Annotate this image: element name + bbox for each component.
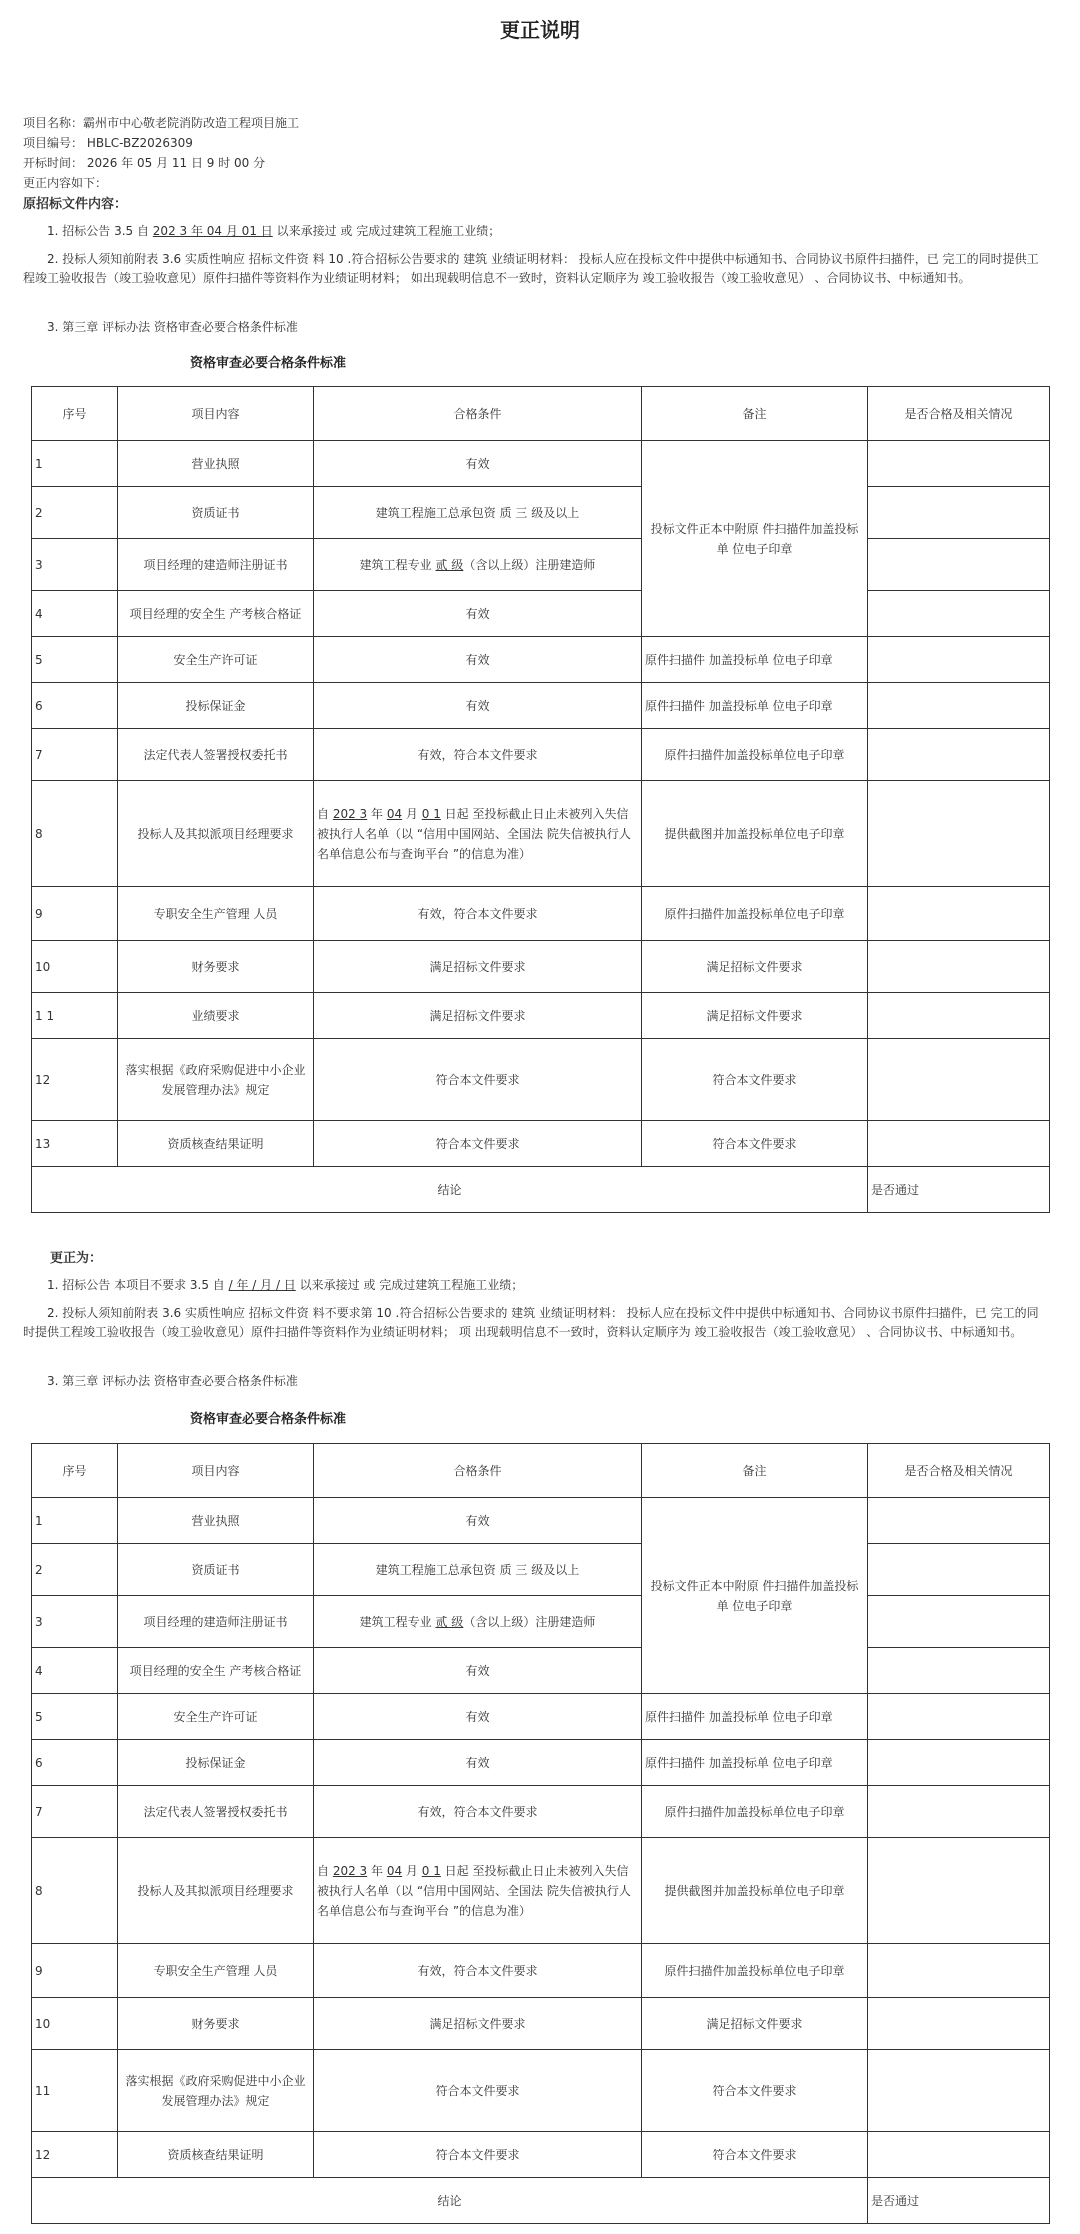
row-number: 6 [32, 1740, 118, 1786]
original-conclusion-row [32, 1167, 1050, 1213]
table-row [32, 1498, 1050, 1544]
original-header-condition: 合格条件 [314, 387, 642, 441]
row-number: 12 [32, 2132, 118, 2178]
row-number: 9 [32, 1944, 118, 1998]
pass-label: 是否通过 [868, 2178, 1050, 2224]
row-condition: 建筑工程施工总承包资 质 三 级及以上 [314, 1544, 642, 1596]
row-item: 专职安全生产管理 人员 [118, 1944, 314, 1998]
corrected-item-1-text-a: 1. 招标公告 本项目不要求 3.5 自 [47, 1278, 229, 1292]
table-row [32, 683, 1050, 729]
row-note: 符合本文件要求 [642, 1121, 868, 1167]
row-pass-status [868, 1838, 1050, 1944]
original-header-note: 备注 [642, 387, 868, 441]
corrected-item-1 [23, 1276, 1043, 1295]
original-item-1-text-b: 以来承接过 或 完成过建筑工程施工业绩； [272, 224, 501, 238]
row-condition [314, 781, 642, 887]
row-condition: 符合本文件要求 [314, 2132, 642, 2178]
row-pass-status [868, 637, 1050, 683]
row-condition: 有效 [314, 591, 642, 637]
row-condition: 建筑工程施工总承包资 质 三 级及以上 [314, 487, 642, 539]
row-number: 7 [32, 729, 118, 781]
table-row [32, 591, 1050, 637]
row-pass-status [868, 729, 1050, 781]
condition-text: （含以上级）注册建造师 [463, 1614, 596, 1629]
row-number: 2 [32, 487, 118, 539]
row-number: 1 [32, 441, 118, 487]
row-pass-status [868, 941, 1050, 993]
open-time: 开标时间： 2026 年 05 月 11 日 9 时 00 分 [23, 156, 266, 170]
row-number: 4 [32, 1648, 118, 1694]
row-item: 资质核查结果证明 [118, 1121, 314, 1167]
original-header-row [32, 387, 1050, 441]
row-condition: 有效 [314, 683, 642, 729]
row-number: 10 [32, 941, 118, 993]
row-item: 资质核查结果证明 [118, 2132, 314, 2178]
row-pass-status [868, 2132, 1050, 2178]
row-item: 业绩要求 [118, 993, 314, 1039]
condition-day: 0 1 [421, 806, 441, 821]
row-item: 专职安全生产管理 人员 [118, 887, 314, 941]
table-row [32, 887, 1050, 941]
table-row [32, 941, 1050, 993]
corrected-item-2: 2. 投标人须知前附表 3.6 实质性响应 招标文件资 料不要求第 10 .符合招标公告要求的 建筑 业绩证明材料： 投标人应在投标文件中提供中标通知书、合同协议书原件扫描件，已 完工的同时提供工程竣工验收报告（竣工验收意见）原件扫描件等资料作为业绩证明材料； 项 出现载明信息不一致时，资料认定顺序为 竣工验收报告（竣工验收意见） 、合同协议书、中标通知书。 [23, 1306, 1039, 1339]
row-number: 8 [32, 781, 118, 887]
original-header-seq: 序号 [32, 387, 118, 441]
corrected-header-condition: 合格条件 [314, 1444, 642, 1498]
row-item: 财务要求 [118, 1998, 314, 2050]
row-number: 10 [32, 1998, 118, 2050]
row-condition: 符合本文件要求 [314, 1121, 642, 1167]
row-note: 原件扫描件加盖投标单位电子印章 [642, 1944, 868, 1998]
row-condition: 有效 [314, 637, 642, 683]
original-header-pass: 是否合格及相关情况 [868, 387, 1050, 441]
row-pass-status [868, 487, 1050, 539]
row-note: 符合本文件要求 [642, 2050, 868, 2132]
page-title: 更正说明 [500, 18, 580, 42]
row-pass-status [868, 1648, 1050, 1694]
condition-text: 月 [402, 1863, 422, 1878]
original-table-title: 资格审查必要合格条件标准 [190, 356, 347, 371]
row-note: 提供截图并加盖投标单位电子印章 [642, 781, 868, 887]
row-item: 项目经理的安全生 产考核合格证 [118, 591, 314, 637]
table-row [32, 993, 1050, 1039]
table-row [32, 1998, 1050, 2050]
row-item: 安全生产许可证 [118, 637, 314, 683]
row-condition: 满足招标文件要求 [314, 941, 642, 993]
original-header-item: 项目内容 [118, 387, 314, 441]
row-note: 满足招标文件要求 [642, 941, 868, 993]
row-pass-status [868, 539, 1050, 591]
row-condition: 有效 [314, 1740, 642, 1786]
row-pass-status [868, 1694, 1050, 1740]
corrected-heading: 更正为： [50, 1251, 103, 1266]
row-number: 8 [32, 1838, 118, 1944]
table-row [32, 1544, 1050, 1596]
row-item: 财务要求 [118, 941, 314, 993]
table-row [32, 1786, 1050, 1838]
row-number: 3 [32, 539, 118, 591]
row-number: 1 [32, 1498, 118, 1544]
table-row [32, 781, 1050, 887]
row-note: 满足招标文件要求 [642, 993, 868, 1039]
row-item: 投标保证金 [118, 1740, 314, 1786]
row-number: 1 1 [32, 993, 118, 1039]
original-qualification-table [31, 386, 1050, 1213]
table-row [32, 1648, 1050, 1694]
row-item: 营业执照 [118, 1498, 314, 1544]
condition-day: 0 1 [421, 1863, 441, 1878]
row-pass-status [868, 781, 1050, 887]
corrected-table-title: 资格审查必要合格条件标准 [190, 1412, 347, 1427]
row-condition: 有效，符合本文件要求 [314, 1786, 642, 1838]
corrected-header-note: 备注 [642, 1444, 868, 1498]
row-pass-status [868, 1039, 1050, 1121]
row-pass-status [868, 1944, 1050, 1998]
row-item: 落实根据《政府采购促进中小企业发展管理办法》规定 [118, 2050, 314, 2132]
table-row [32, 2132, 1050, 2178]
condition-text: 自 [317, 1863, 333, 1878]
table-row [32, 2050, 1050, 2132]
row-condition: 符合本文件要求 [314, 2050, 642, 2132]
row-note: 原件扫描件加盖投标单位电子印章 [642, 1786, 868, 1838]
row-item: 安全生产许可证 [118, 1694, 314, 1740]
condition-year: 202 3 [332, 1863, 368, 1878]
row-note: 符合本文件要求 [642, 2132, 868, 2178]
row-number: 9 [32, 887, 118, 941]
row-item: 法定代表人签署授权委托书 [118, 729, 314, 781]
row-pass-status [868, 591, 1050, 637]
row-number: 11 [32, 2050, 118, 2132]
row-condition: 符合本文件要求 [314, 1039, 642, 1121]
row-number: 4 [32, 591, 118, 637]
row-note: 原件扫描件 加盖投标单 位电子印章 [642, 1694, 868, 1740]
row-pass-status [868, 1498, 1050, 1544]
row-condition: 有效，符合本文件要求 [314, 729, 642, 781]
row-condition [314, 539, 642, 591]
table-row [32, 539, 1050, 591]
table-row [32, 1039, 1050, 1121]
changes-intro: 更正内容如下： [23, 176, 108, 190]
row-pass-status [868, 1786, 1050, 1838]
condition-text: 日起 至投标截止日止未被列入失信被执行人名单（以 “信用中国网站、全国法 院失信被执行人名单信息公布与查询平台 ”的信息为准） [317, 1863, 631, 1918]
conclusion-label: 结论 [32, 2178, 868, 2224]
pass-label: 是否通过 [868, 1167, 1050, 1213]
row-condition: 满足招标文件要求 [314, 993, 642, 1039]
project-name: 项目名称：霸州市中心敬老院消防改造工程项目施工 [23, 116, 300, 130]
row-condition: 有效，符合本文件要求 [314, 887, 642, 941]
row-note: 提供截图并加盖投标单位电子印章 [642, 1838, 868, 1944]
conclusion-label: 结论 [32, 1167, 868, 1213]
original-item-3: 3. 第三章 评标办法 资格审查必要合格条件标准 [47, 320, 298, 334]
row-pass-status [868, 441, 1050, 487]
row-condition: 有效 [314, 1694, 642, 1740]
table-row [32, 487, 1050, 539]
original-item-1 [23, 222, 1043, 241]
condition-text: 建筑工程专业 [359, 557, 436, 572]
table-row [32, 1121, 1050, 1167]
table-row [32, 1596, 1050, 1648]
row-note: 符合本文件要求 [642, 1039, 868, 1121]
condition-level: 贰 级 [435, 557, 464, 572]
row-pass-status [868, 993, 1050, 1039]
table-row [32, 1838, 1050, 1944]
table-row [32, 637, 1050, 683]
condition-level: 贰 级 [435, 1614, 464, 1629]
row-condition [314, 1838, 642, 1944]
merged-note: 投标文件正本中附原 件扫描件加盖投标单 位电子印章 [642, 1498, 868, 1694]
row-condition: 有效 [314, 1648, 642, 1694]
corrected-qualification-table [31, 1443, 1050, 2224]
row-condition: 有效 [314, 1498, 642, 1544]
corrected-item-3: 3. 第三章 评标办法 资格审查必要合格条件标准 [47, 1374, 298, 1388]
row-number: 6 [32, 683, 118, 729]
condition-text: 年 [367, 1863, 387, 1878]
row-pass-status [868, 683, 1050, 729]
row-note: 满足招标文件要求 [642, 1998, 868, 2050]
row-pass-status [868, 1740, 1050, 1786]
row-pass-status [868, 887, 1050, 941]
original-item-1-text-a: 1. 招标公告 3.5 自 [47, 224, 153, 238]
condition-month: 04 [386, 1863, 403, 1878]
condition-month: 04 [386, 806, 403, 821]
condition-text: 建筑工程专业 [359, 1614, 436, 1629]
corrected-header-row [32, 1444, 1050, 1498]
row-item: 投标人及其拟派项目经理要求 [118, 781, 314, 887]
row-condition [314, 1596, 642, 1648]
table-row [32, 1944, 1050, 1998]
row-number: 12 [32, 1039, 118, 1121]
merged-note: 投标文件正本中附原 件扫描件加盖投标单 位电子印章 [642, 441, 868, 637]
corrected-item-1-date: / 年 / 月 / 日 [228, 1278, 296, 1292]
condition-year: 202 3 [332, 806, 368, 821]
condition-text: 自 [317, 806, 333, 821]
original-heading: 原招标文件内容： [23, 197, 128, 212]
original-item-1-date: 202 3 年 04 月 01 日 [152, 224, 273, 238]
row-number: 7 [32, 1786, 118, 1838]
row-number: 5 [32, 1694, 118, 1740]
corrected-header-item: 项目内容 [118, 1444, 314, 1498]
row-pass-status [868, 1544, 1050, 1596]
row-note: 原件扫描件加盖投标单位电子印章 [642, 887, 868, 941]
row-condition: 有效 [314, 441, 642, 487]
row-note: 原件扫描件 加盖投标单 位电子印章 [642, 683, 868, 729]
row-item: 项目经理的建造师注册证书 [118, 539, 314, 591]
row-pass-status [868, 1596, 1050, 1648]
table-row [32, 729, 1050, 781]
row-item: 资质证书 [118, 1544, 314, 1596]
row-item: 资质证书 [118, 487, 314, 539]
project-number: 项目编号： HBLC-BZ2026309 [23, 136, 193, 150]
row-item: 项目经理的安全生 产考核合格证 [118, 1648, 314, 1694]
row-item: 法定代表人签署授权委托书 [118, 1786, 314, 1838]
row-pass-status [868, 2050, 1050, 2132]
row-item: 项目经理的建造师注册证书 [118, 1596, 314, 1648]
row-pass-status [868, 1121, 1050, 1167]
row-pass-status [868, 1998, 1050, 2050]
table-row [32, 441, 1050, 487]
condition-text: 日起 至投标截止日止未被列入失信被执行人名单（以 “信用中国网站、全国法 院失信被执行人名单信息公布与查询平台 ”的信息为准） [317, 806, 631, 861]
row-note: 原件扫描件 加盖投标单 位电子印章 [642, 637, 868, 683]
row-number: 5 [32, 637, 118, 683]
condition-text: 月 [402, 806, 422, 821]
corrected-header-pass: 是否合格及相关情况 [868, 1444, 1050, 1498]
row-item: 投标人及其拟派项目经理要求 [118, 1838, 314, 1944]
corrected-header-seq: 序号 [32, 1444, 118, 1498]
row-condition: 有效，符合本文件要求 [314, 1944, 642, 1998]
condition-text: （含以上级）注册建造师 [463, 557, 596, 572]
row-item: 落实根据《政府采购促进中小企业发展管理办法》规定 [118, 1039, 314, 1121]
row-number: 2 [32, 1544, 118, 1596]
original-item-2: 2. 投标人须知前附表 3.6 实质性响应 招标文件资 料 10 .符合招标公告要求的 建筑 业绩证明材料： 投标人应在投标文件中提供中标通知书、合同协议书原件扫描件，已 完工的同时提供工程竣工验收报告（竣工验收意见）原件扫描件等资料作为业绩证明材料； 如出现载明信息不一致时，资料认定顺序为 竣工验收报告（竣工验收意见） 、合同协议书、中标通知书。 [23, 252, 1039, 285]
row-note: 原件扫描件加盖投标单位电子印章 [642, 729, 868, 781]
row-number: 13 [32, 1121, 118, 1167]
corrected-conclusion-row [32, 2178, 1050, 2224]
condition-text: 年 [367, 806, 387, 821]
table-row [32, 1694, 1050, 1740]
row-item: 营业执照 [118, 441, 314, 487]
row-condition: 满足招标文件要求 [314, 1998, 642, 2050]
row-note: 原件扫描件 加盖投标单 位电子印章 [642, 1740, 868, 1786]
table-row [32, 1740, 1050, 1786]
row-number: 3 [32, 1596, 118, 1648]
corrected-item-1-text-b: 以来承接过 或 完成过建筑工程施工业绩； [295, 1278, 524, 1292]
row-item: 投标保证金 [118, 683, 314, 729]
